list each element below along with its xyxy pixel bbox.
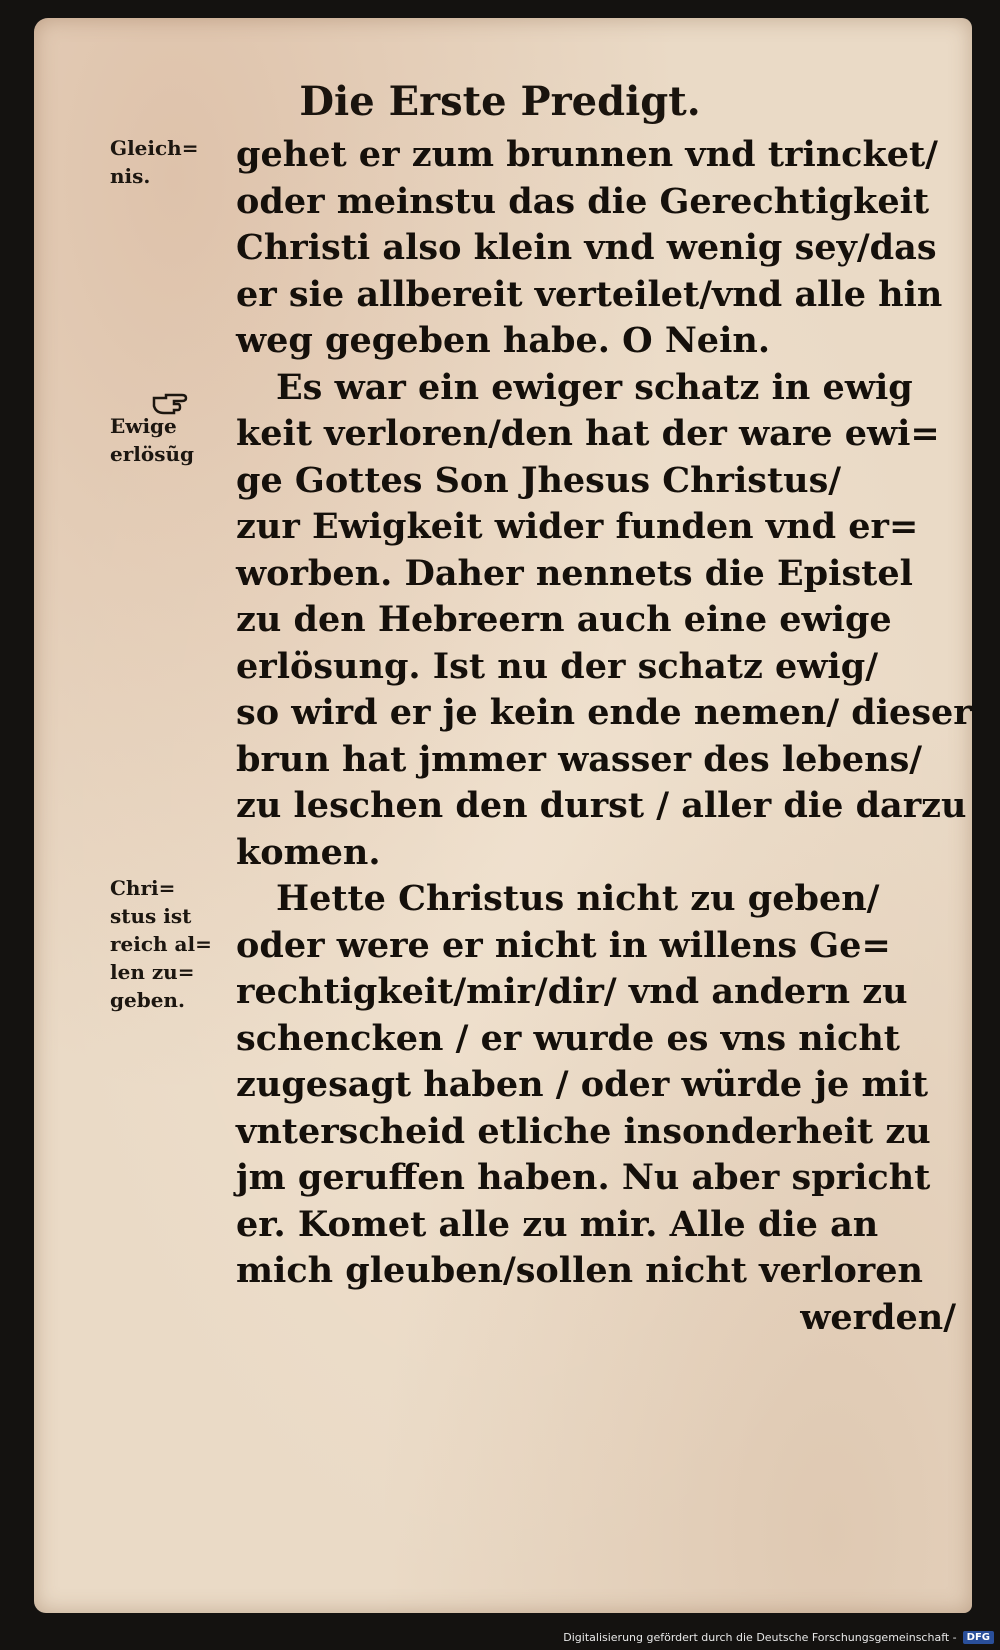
text-line: so wird er je kein ende nemen/ dieser <box>236 692 972 733</box>
text-line-catchword: werden/ <box>800 1296 956 1338</box>
text-line: Christi also klein vnd wenig sey/das <box>236 227 937 268</box>
text-line: Hette Christus nicht zu geben/ <box>276 878 880 919</box>
text-line: Es war ein ewiger schatz in ewig <box>276 366 913 408</box>
digitization-credit <box>563 1628 994 1646</box>
text-line: zur Ewigkeit wider funden vnd er= <box>236 506 919 547</box>
text-line: schencken / er wurde es vns nicht <box>236 1017 900 1059</box>
text-line: zugesagt haben / oder würde je mit <box>236 1064 929 1105</box>
text-line: weg gegeben habe. O Nein. <box>236 320 771 361</box>
margin-note-christus-reich: Chri= stus ist reich al= len zu= geben. <box>110 876 212 1012</box>
text-line: jm geruffen haben. Nu aber spricht <box>236 1157 931 1198</box>
text-line: keit verloren/den hat der ware ewi= <box>236 413 940 454</box>
dfg-logo: DFG <box>963 1631 994 1644</box>
text-line: rechtigkeit/mir/dir/ vnd andern zu <box>236 971 908 1012</box>
text-line: oder meinstu das die Gerechtigkeit <box>236 180 930 222</box>
text-line: er sie allbereit verteilet/vnd alle hin <box>236 273 943 315</box>
body-text <box>236 132 972 1341</box>
text-line: zu leschen den durst / aller die darzu <box>236 785 967 826</box>
margin-note-gleichnis: Gleich= nis. <box>110 136 199 188</box>
text-line: gehet er zum brunnen vnd trincket/ <box>236 134 938 175</box>
text-line: zu den Hebreern auch eine ewige <box>236 599 892 640</box>
text-line: brun hat jmmer wasser des lebens/ <box>236 738 923 780</box>
margin-note-ewige-erloesung: Ewige erlösũg <box>110 414 194 466</box>
text-line: mich gleuben/sollen nicht verloren <box>236 1250 923 1291</box>
text-line: komen. <box>236 831 381 873</box>
text-line: oder were er nicht in willens Ge= <box>236 924 891 966</box>
text-line: er. Komet alle zu mir. Alle die an <box>236 1203 879 1245</box>
text-line: worben. Daher nennets die Epistel <box>236 552 913 594</box>
text-line: vnterscheid etliche insonderheit zu <box>236 1110 931 1152</box>
text-line: erlösung. Ist nu der schatz ewig/ <box>236 645 878 687</box>
text-line: ge Gottes Son Jhesus Christus/ <box>236 459 842 501</box>
credit-text: Digitalisierung gefördert durch die Deutsche Forschungsgemeinschaft - <box>563 1630 957 1644</box>
running-header: Die Erste Predigt. <box>299 78 701 125</box>
